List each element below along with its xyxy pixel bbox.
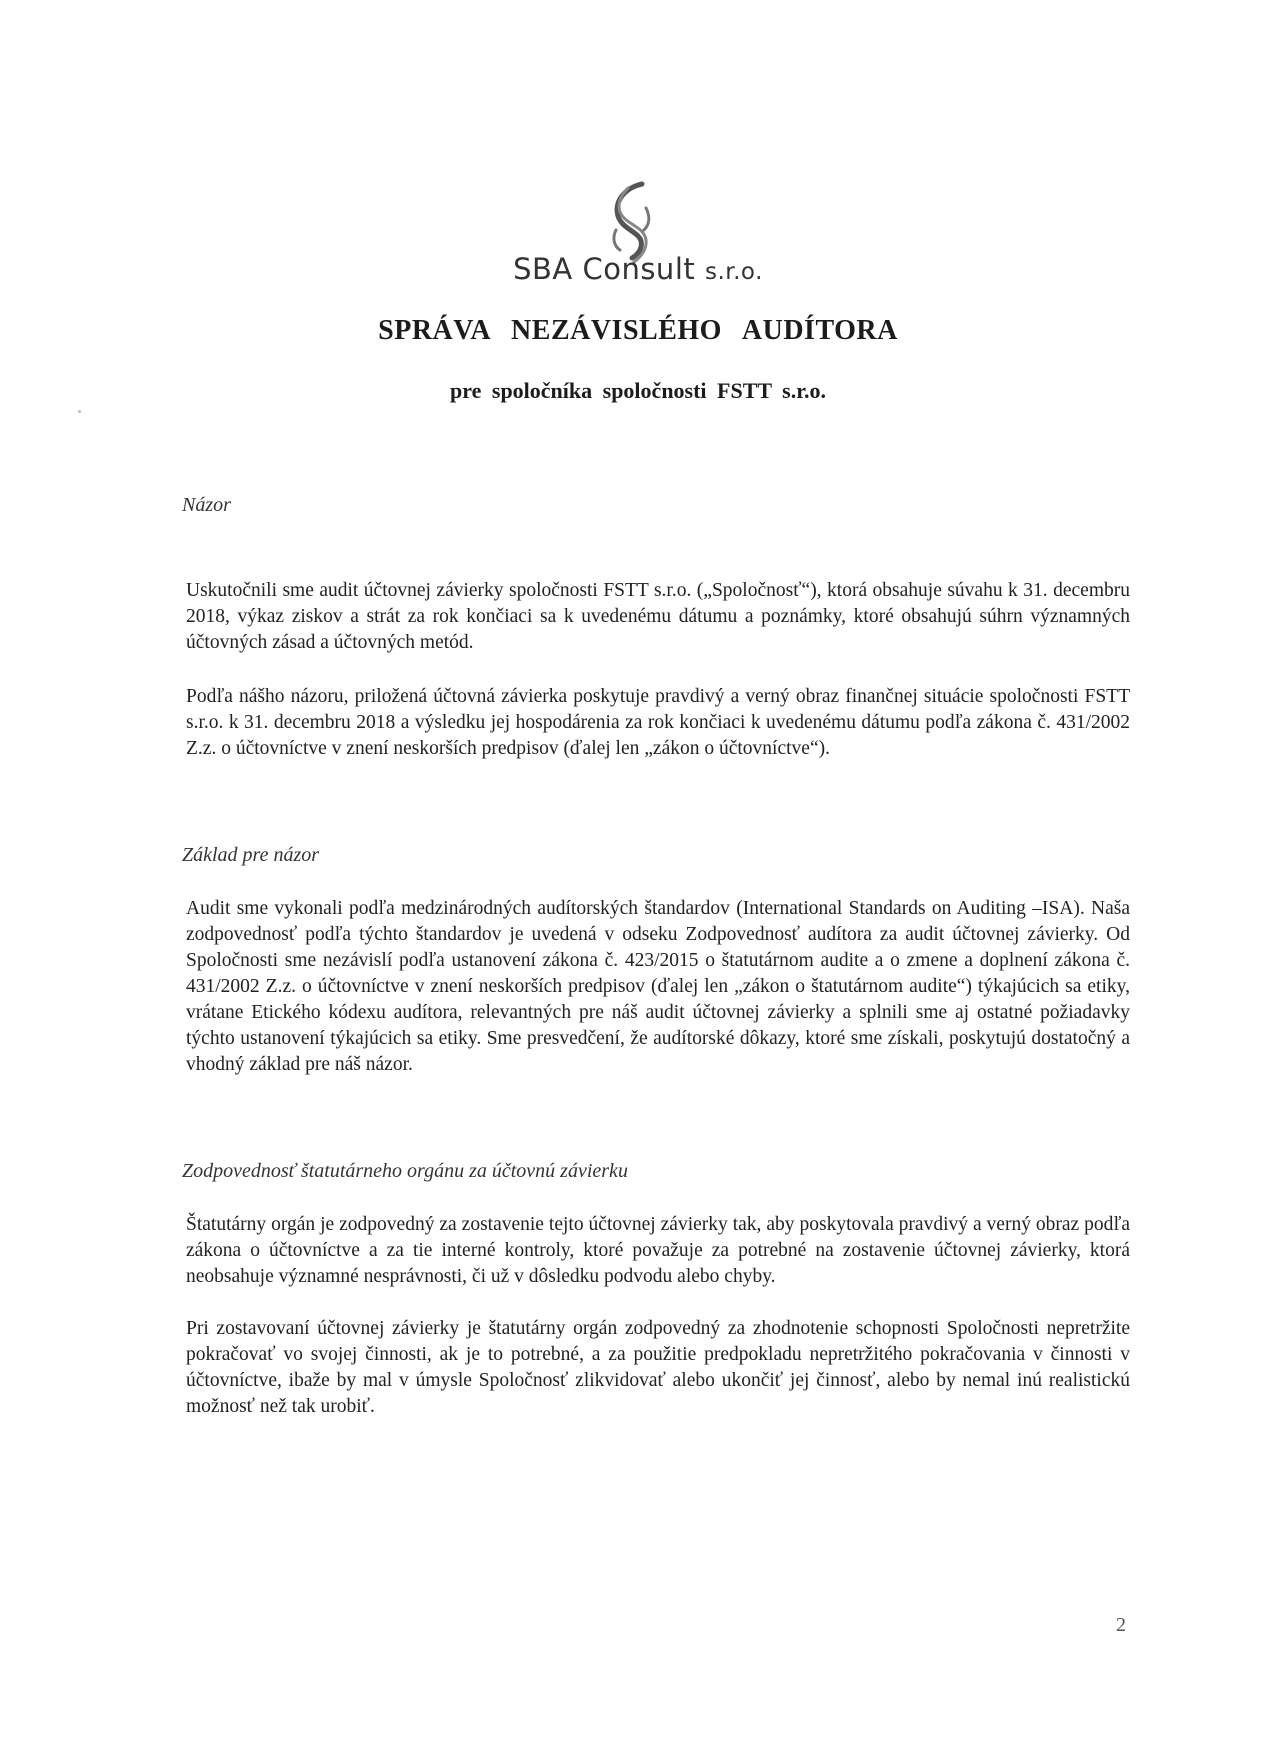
paragraph-text: Audit sme vykonali podľa medzinárodných audítorských štandardov (International Standards on Auditing –ISA). Naša zodpovednosť podľa týchto štandardov je uvedená v odseku Zodpovednosť audítora za audit účtovnej závierky. Od Spoločnosti sme nezávislí podľa ustanovení zákona č. 423/2015 o štatutárnom audite a o zmene a doplnení zákona č. 431/2002 Z.z. o účtovníctve v znení neskorších predpisov (ďalej len „zákon o štatutárnom audite“) týkajúcich sa etiky, vrátane Etického kódexu audítora, relevantných pre náš audit účtovnej závierky a splnili sme aj ostatné požiadavky týchto ustanovení týkajúcich sa etiky. Sme presvedčení, že audítorské dôkazy, ktoré sme získali, poskytujú dostatočný a vhodný základ pre náš názor.	[186, 898, 1130, 1075]
company-suffix: s.r.o.	[704, 259, 763, 285]
page-number: 2	[1116, 1614, 1126, 1636]
section-heading-responsibility: Zodpovednosť štatutárneho orgánu za účtovnú závierku	[182, 1160, 628, 1182]
paragraph-text: Pri zostavovaní účtovnej závierky je štatutárny orgán zodpovedný za zhodnotenie schopnosti Spoločnosti nepretržite pokračovať vo svojej činnosti, ak je to potrebné, a za použitie predpokladu nepretržitého pokračovania v činnosti v účtovníctve, ibaže by mal v úmysle Spoločnosť zlikvidovať alebo ukončiť jej činnosť, alebo by nemal inú realistickú možnosť než tak urobiť.	[186, 1318, 1130, 1417]
company-name	[0, 252, 1276, 286]
section-responsibility-paragraph-2	[186, 1316, 1130, 1420]
section-responsibility-paragraph-1	[186, 1212, 1130, 1290]
report-subtitle: pre spoločníka spoločnosti FSTT s.r.o.	[450, 378, 826, 403]
section-basis-paragraph-1	[186, 896, 1130, 1078]
section-heading-opinion: Názor	[182, 494, 231, 516]
company-name-text: SBA Consult	[513, 252, 696, 286]
paragraph-text: Štatutárny orgán je zodpovedný za zostavenie tejto účtovnej závierky tak, aby poskytovala pravdivý a verný obraz podľa zákona o účtovníctve a za tie interné kontroly, ktoré považuje za potrebné na zostavenie účtovnej závierky, ktorá neobsahuje významné nesprávnosti, či už v dôsledku podvodu alebo chyby.	[186, 1214, 1130, 1287]
report-title: SPRÁVA NEZÁVISLÉHO AUDÍTORA	[378, 315, 898, 346]
section-opinion-paragraph-1	[186, 578, 1130, 656]
section-heading-basis: Základ pre názor	[182, 844, 320, 866]
paragraph-text: Podľa nášho názoru, priložená účtovná závierka poskytuje pravdivý a verný obraz finančnej situácie spoločnosti FSTT s.r.o. k 31. decembru 2018 a výsledku jej hospodárenia za rok končiaci k uvedenému dátumu podľa zákona č. 431/2002 Z.z. o účtovníctve v znení neskorších predpisov (ďalej len „zákon o účtovníctve“).	[186, 686, 1130, 759]
section-opinion-paragraph-2	[186, 684, 1130, 762]
paragraph-text: Uskutočnili sme audit účtovnej závierky spoločnosti FSTT s.r.o. („Spoločnosť“), ktorá obsahuje súvahu k 31. decembru 2018, výkaz ziskov a strát za rok končiaci sa k uvedenému dátumu a poznámky, ktoré obsahujú súhrn významných účtovných zásad a účtovných metód.	[186, 580, 1130, 653]
scan-speck	[78, 410, 81, 413]
